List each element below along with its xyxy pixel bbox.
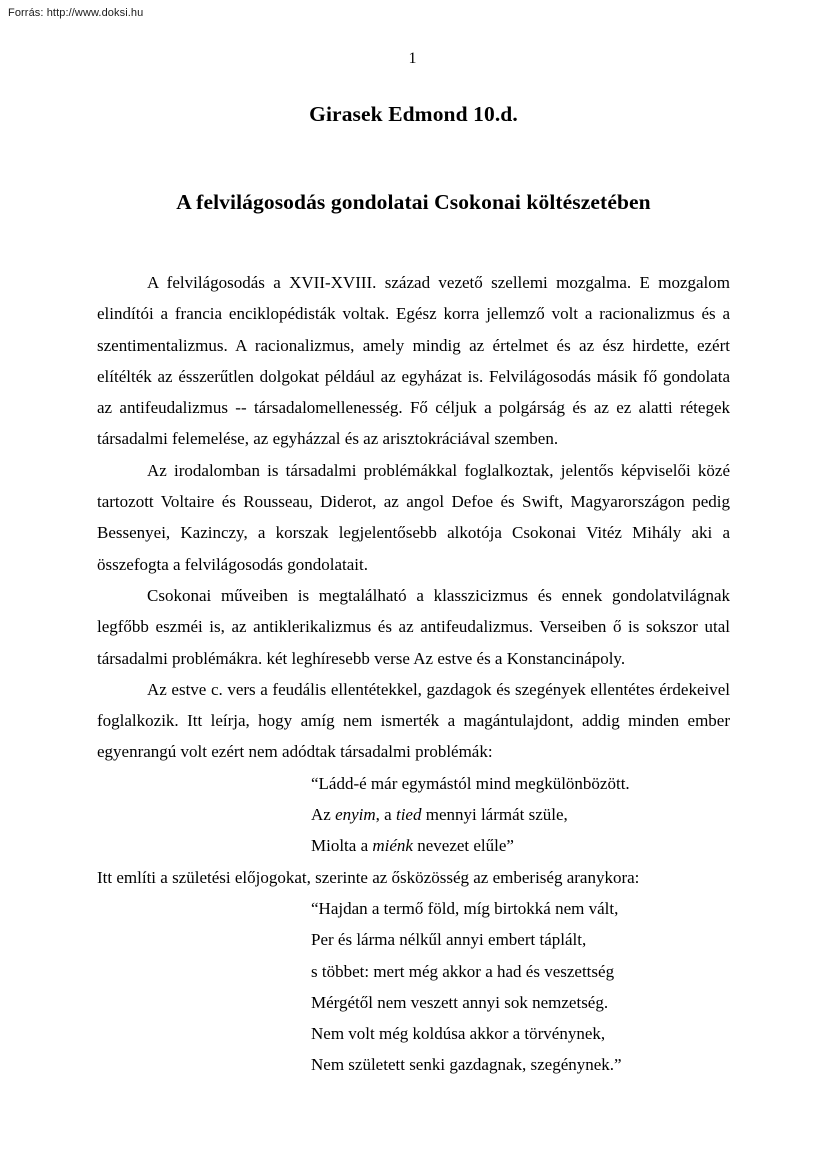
verse-emphasis: tied: [395, 805, 422, 825]
verse-line: s többet: mert még akkor a had és veszettség: [311, 961, 615, 981]
verse-line: Per és lárma nélkűl annyi embert táplált,: [311, 930, 587, 950]
verse-text: nevezet elűle”: [412, 836, 514, 856]
verse-line: [97, 799, 730, 830]
verse-text: Az: [311, 805, 336, 825]
author-heading: Girasek Edmond 10.d.: [309, 102, 518, 126]
document-page: [97, 0, 730, 1170]
page-title: A felvilágosodás gondolatai Csokonai költészetében: [176, 190, 651, 214]
quote-block-az-estve-1: [97, 768, 730, 862]
verse-emphasis: miénk: [372, 836, 413, 856]
quote-block-az-estve-2: [97, 893, 730, 1081]
interstitial-paragraph: Itt említi a születési előjogokat, szerinte az ősközösség az emberiség aranykora:: [97, 867, 640, 887]
verse-line: “Hajdan a termő föld, míg birtokká nem vált,: [311, 898, 619, 918]
page-number: 1: [408, 50, 417, 67]
verse-line: [97, 830, 730, 861]
source-watermark-header: Forrás: http://www.doksi.hu: [8, 7, 144, 19]
body-paragraph: Az estve c. vers a feudális ellentétekkel, gazdagok és szegények ellentétes érdekeivel foglalkozik. Itt leírja, hogy amíg nem ismerték a magántulajdont, addig minden ember egyenrangú volt ezért nem adódtak társadalmi problémák:: [97, 679, 730, 762]
body-paragraph: A felvilágosodás a XVII-XVIII. század vezető szellemi mozgalma. E mozgalom elindítói a francia enciklopédisták voltak. Egész korra jellemző volt a racionalizmus és a szentimentalizmus. A racionalizmus, amely mindig az értelmet és az ész hirdette, ezért elítélték az ésszerűtlen dolgokat például az egyházat is. Felvilágosodás másik fő gondolata az antifeudalizmus -- társadalomellenesség. Fő céljuk a polgárság és az ez alatti rétegek társadalmi felemelése, az egyházzal és az arisztokráciával szemben.: [97, 273, 730, 449]
verse-line: Nem volt még koldúsa akkor a törvénynek,: [311, 1024, 606, 1044]
verse-line: Mérgétől nem veszett annyi sok nemzetség.: [311, 992, 609, 1012]
verse-line: “Ládd-é már egymástól mind megkülönbözött.: [311, 773, 630, 793]
verse-line: Nem született senki gazdagnak, szegénynek.”: [311, 1055, 622, 1075]
body-paragraph: Csokonai műveiben is megtalálható a klasszicizmus és ennek gondolatvilágnak legfőbb eszméi is, az antiklerikalizmus és az antifeudalizmus. Verseiben ő is sokszor utal társadalmi problémákra. két leghíresebb verse Az estve és a Konstancinápoly.: [97, 585, 730, 668]
verse-text: , a: [375, 805, 396, 825]
verse-text: Miolta a: [311, 836, 373, 856]
verse-text: mennyi lármát szüle,: [421, 805, 568, 825]
body-paragraph: Az irodalomban is társadalmi problémákkal foglalkoztak, jelentős képviselői közé tartozott Voltaire és Rousseau, Diderot, az angol Defoe és Swift, Magyarországon pedig Bessenyei, Kazinczy, a korszak legjelentősebb alkotója Csokonai Vitéz Mihály aki a összefogta a felvilágosodás gondolatait.: [97, 460, 730, 574]
verse-emphasis: enyim: [335, 805, 376, 825]
